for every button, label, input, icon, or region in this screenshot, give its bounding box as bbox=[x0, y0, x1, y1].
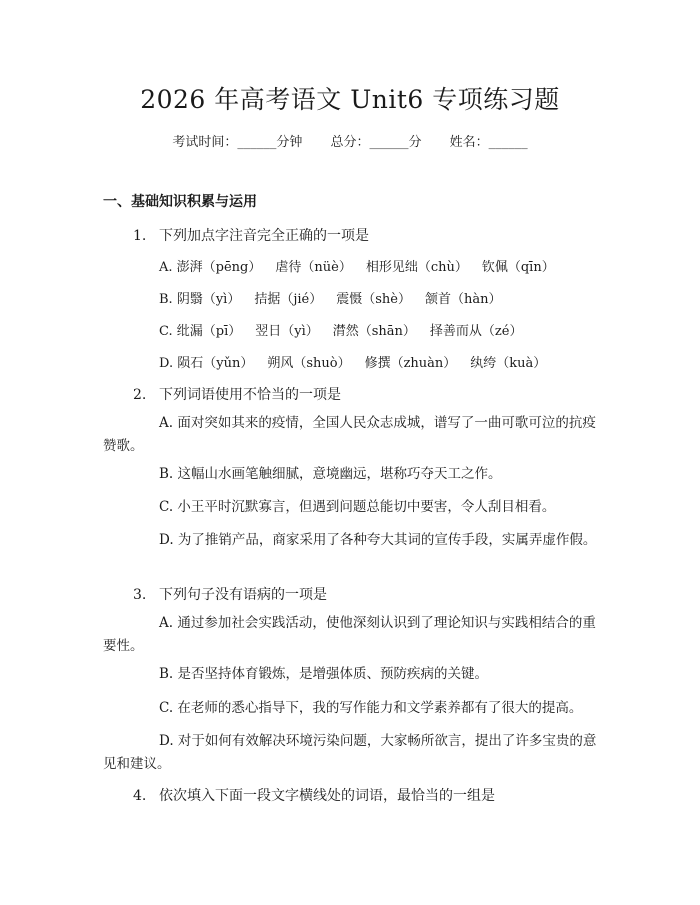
question-number: 3. bbox=[133, 587, 147, 603]
question-stem: 下列词语使用不恰当的一项是 bbox=[159, 387, 341, 403]
page-title: 2026 年高考语文 Unit6 专项练习题 bbox=[140, 85, 560, 114]
q3-option-b: B. 是否坚持体育锻炼，是增强体质、预防疾病的关键。 bbox=[159, 666, 489, 682]
question-number: 4. bbox=[133, 788, 147, 804]
question-3 bbox=[133, 584, 327, 604]
question-4 bbox=[133, 785, 495, 805]
q2-option-d: D. 为了推销产品，商家采用了各种夸大其词的宣传手段，实属弄虚作假。 bbox=[159, 532, 597, 548]
q1-option-a: A. 澎湃（pēng） 虐待（nüè） 相形见绌（chù） 钦佩（qīn） bbox=[159, 260, 555, 275]
exam-time: 考试时间：______分钟 bbox=[172, 135, 303, 150]
q1-option-d: D. 陨石（yǔn） 朔风（shuò） 修撰（zhuàn） 纨绔（kuà） bbox=[159, 356, 547, 371]
q1-option-b: B. 阴翳（yì） 拮据（jié） 震慑（shè） 颔首（hàn） bbox=[159, 292, 502, 307]
student-name: 姓名：______ bbox=[449, 135, 528, 150]
q3-option-d: D. 对于如何有效解决环境污染问题，大家畅所欲言，提出了许多宝贵的意见和建议。 bbox=[103, 733, 597, 772]
total-score: 总分：______分 bbox=[330, 135, 422, 150]
exam-meta bbox=[0, 131, 700, 150]
q2-option-a: A. 面对突如其来的疫情，全国人民众志成城，谱写了一曲可歌可泣的抗疫赞歌。 bbox=[103, 415, 596, 454]
question-stem: 依次填入下面一段文字横线处的词语，最恰当的一组是 bbox=[159, 788, 495, 804]
q3-option-a: A. 通过参加社会实践活动，使他深刻认识到了理论知识与实践相结合的重要性。 bbox=[103, 615, 596, 654]
question-stem: 下列句子没有语病的一项是 bbox=[159, 587, 327, 603]
q3-option-c: C. 在老师的悉心指导下，我的写作能力和文学素养都有了很大的提高。 bbox=[159, 700, 583, 716]
q2-option-b: B. 这幅山水画笔触细腻，意境幽远，堪称巧夺天工之作。 bbox=[159, 466, 502, 482]
q1-option-c: C. 纰漏（pī） 翌日（yì） 潸然（shān） 择善而从（zé） bbox=[159, 324, 523, 339]
question-2 bbox=[133, 384, 341, 404]
question-number: 1. bbox=[133, 228, 147, 244]
question-stem: 下列加点字注音完全正确的一项是 bbox=[159, 228, 369, 244]
section-heading: 一、基础知识积累与运用 bbox=[103, 194, 257, 210]
q2-option-c: C. 小王平时沉默寡言，但遇到问题总能切中要害，令人刮目相看。 bbox=[159, 499, 556, 515]
question-number: 2. bbox=[133, 387, 147, 403]
question-1 bbox=[133, 225, 369, 245]
